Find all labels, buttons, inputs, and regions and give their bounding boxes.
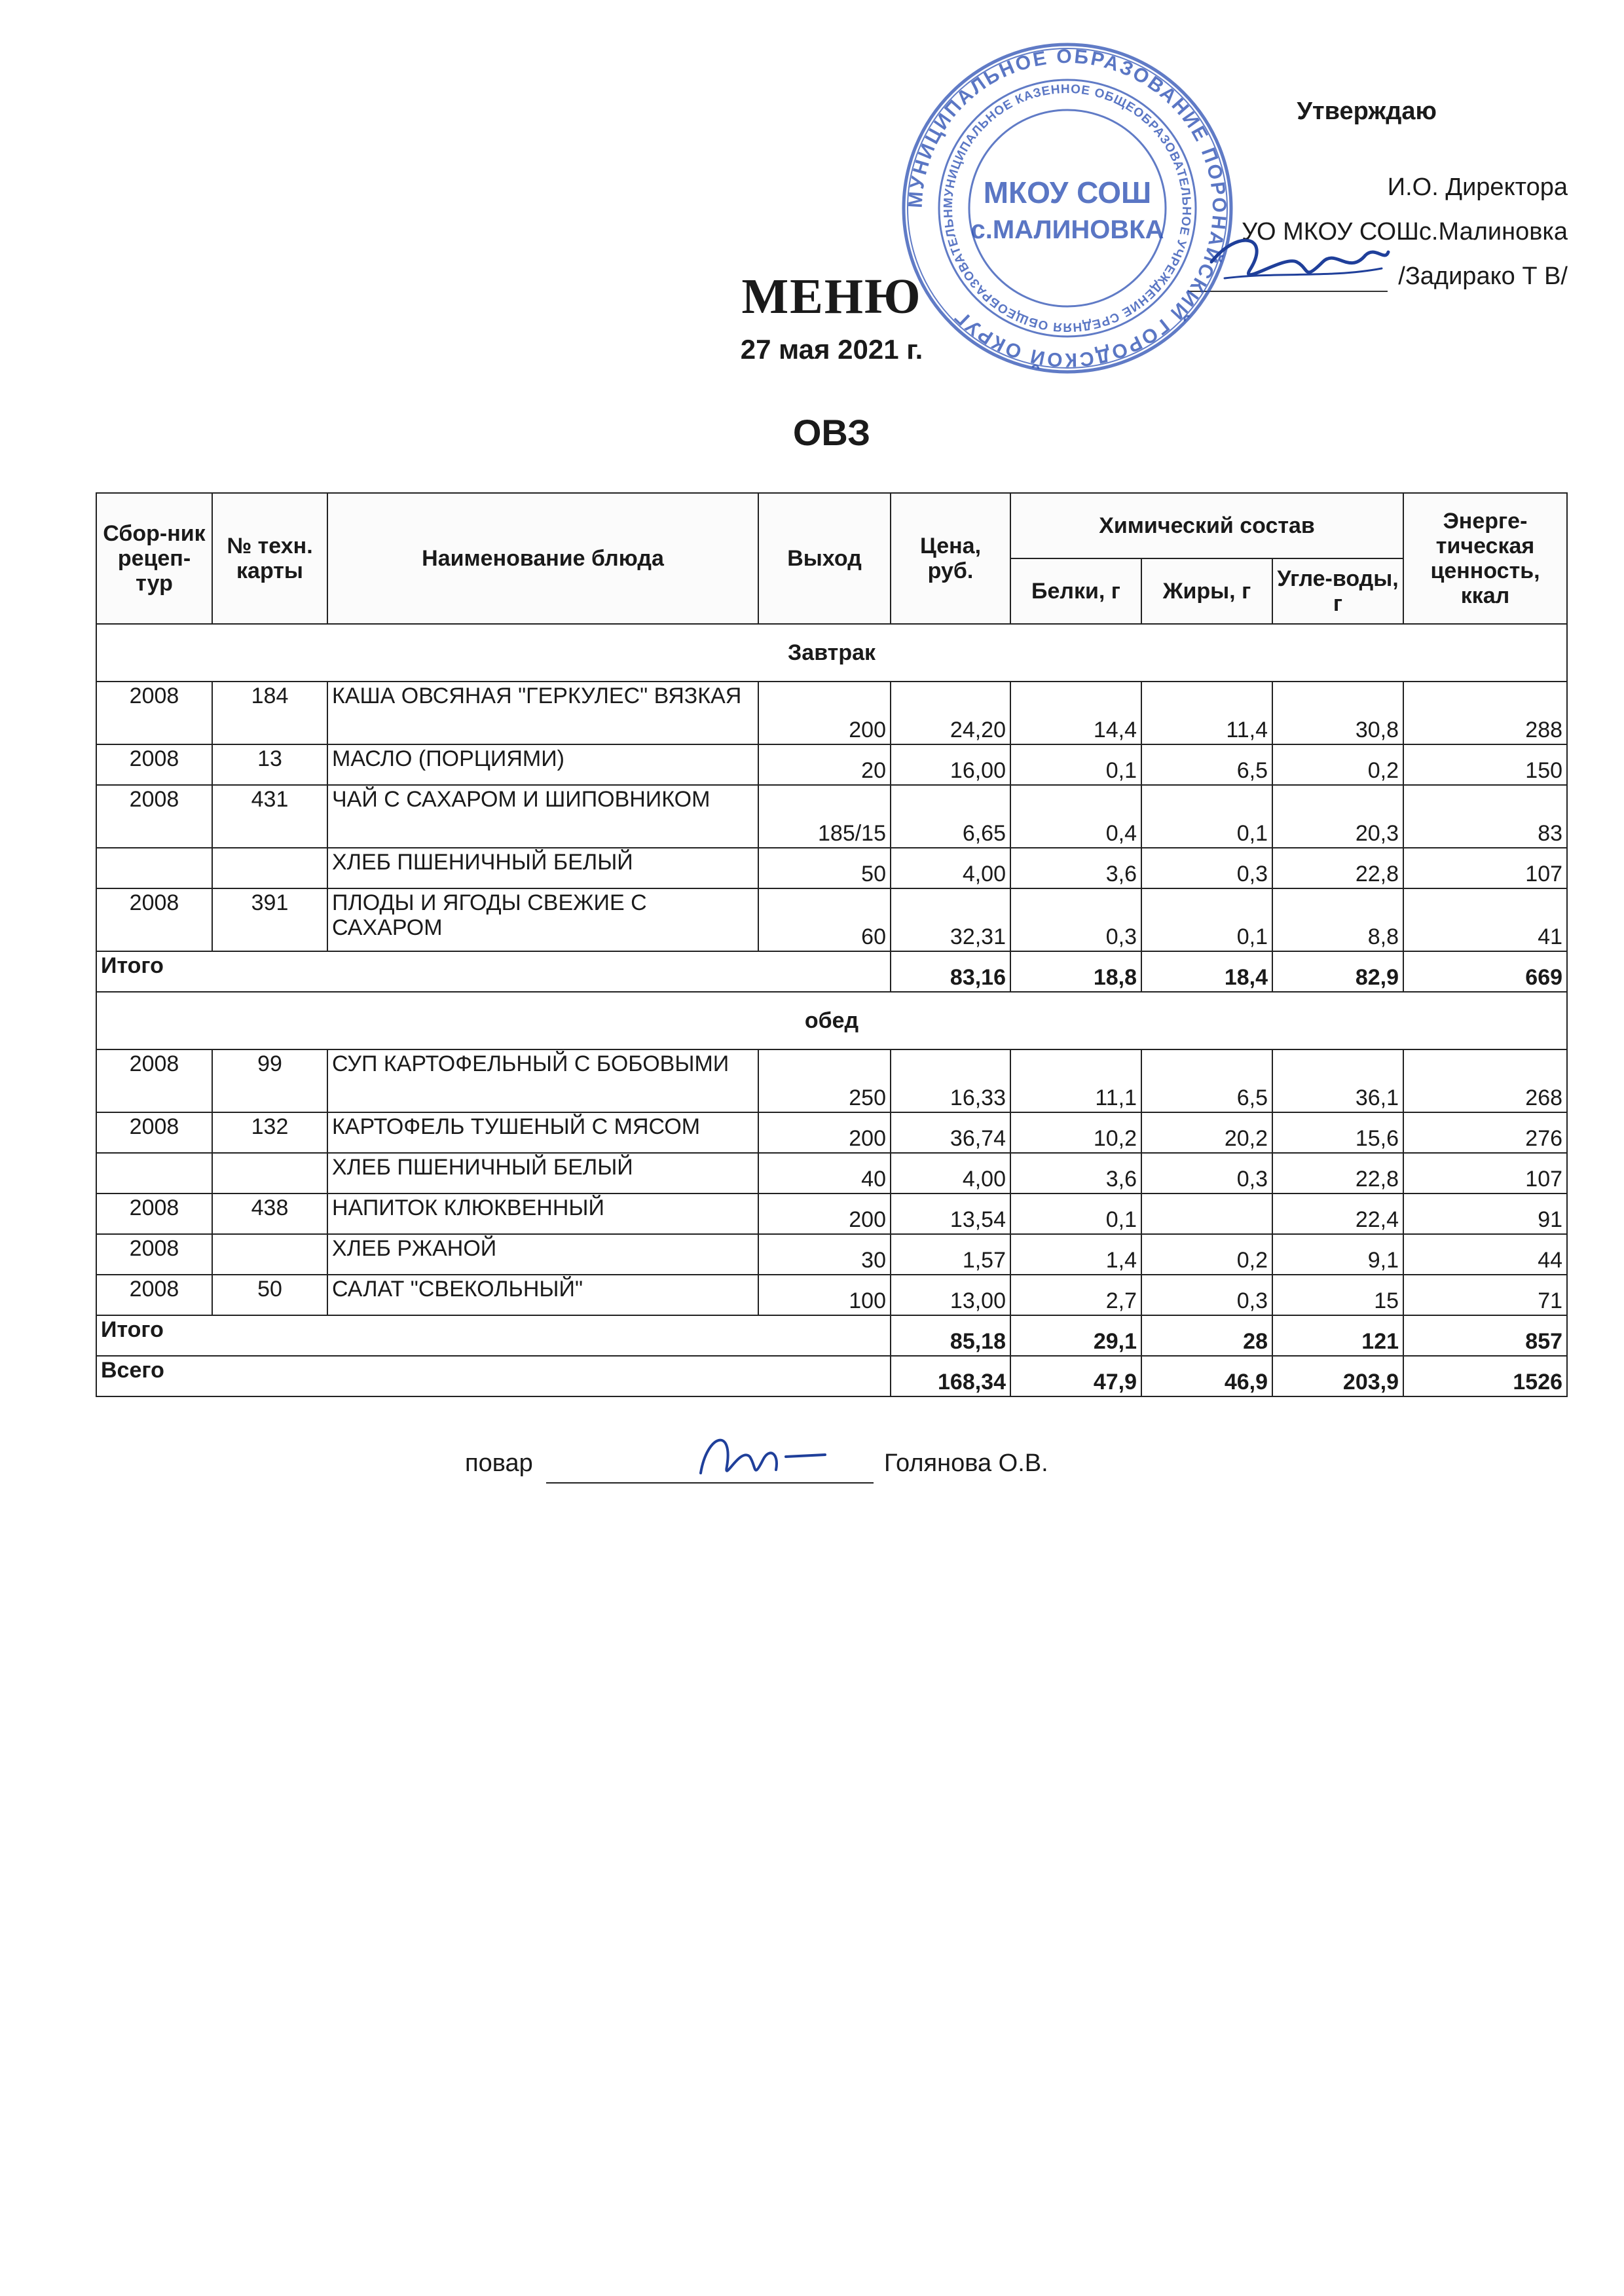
total-energy: 857 bbox=[1403, 1315, 1567, 1356]
header-output: Выход bbox=[758, 493, 891, 624]
header-dish: Наименование блюда bbox=[327, 493, 758, 624]
cell-carbs: 15 bbox=[1272, 1275, 1403, 1315]
cell-card: 99 bbox=[212, 1049, 327, 1112]
cell-card: 391 bbox=[212, 888, 327, 951]
header-collection: Сбор-ник рецеп-тур bbox=[96, 493, 212, 624]
cell-collection: 2008 bbox=[96, 1112, 212, 1153]
cell-output: 100 bbox=[758, 1275, 891, 1315]
stamp-center-line1: МКОУ СОШ bbox=[983, 175, 1152, 210]
cell-energy: 276 bbox=[1403, 1112, 1567, 1153]
table-row bbox=[96, 1049, 1567, 1112]
approval-name: /Задирако Т В/ bbox=[1149, 254, 1568, 299]
cell-card bbox=[212, 848, 327, 888]
cell-carbs: 36,1 bbox=[1272, 1049, 1403, 1112]
cell-energy: 107 bbox=[1403, 1153, 1567, 1194]
cell-carbs: 22,8 bbox=[1272, 848, 1403, 888]
cell-protein: 14,4 bbox=[1010, 682, 1141, 744]
cell-output: 20 bbox=[758, 744, 891, 785]
cell-collection: 2008 bbox=[96, 1234, 212, 1275]
cell-dish: МАСЛО (ПОРЦИЯМИ) bbox=[327, 744, 758, 785]
cell-carbs: 0,2 bbox=[1272, 744, 1403, 785]
cell-protein: 0,1 bbox=[1010, 744, 1141, 785]
grand-total-label: Всего bbox=[96, 1356, 891, 1396]
total-price: 85,18 bbox=[891, 1315, 1010, 1356]
cell-fat bbox=[1141, 1194, 1272, 1234]
cell-card bbox=[212, 1234, 327, 1275]
cell-price: 16,00 bbox=[891, 744, 1010, 785]
approval-title: Утверждаю bbox=[1297, 98, 1437, 125]
header-carbs: Угле-воды, г bbox=[1272, 558, 1403, 624]
cell-carbs: 30,8 bbox=[1272, 682, 1403, 744]
document-date: 27 мая 2021 г. bbox=[740, 334, 923, 365]
total-protein: 29,1 bbox=[1010, 1315, 1141, 1356]
table-row bbox=[96, 1275, 1567, 1315]
cell-dish: ПЛОДЫ И ЯГОДЫ СВЕЖИЕ С САХАРОМ bbox=[327, 888, 758, 951]
cell-output: 200 bbox=[758, 1194, 891, 1234]
cell-energy: 71 bbox=[1403, 1275, 1567, 1315]
table-row bbox=[96, 744, 1567, 785]
total-fat: 28 bbox=[1141, 1315, 1272, 1356]
section-title-breakfast: Завтрак bbox=[96, 624, 1567, 682]
header-fat: Жиры, г bbox=[1141, 558, 1272, 624]
cell-energy: 150 bbox=[1403, 744, 1567, 785]
table-row bbox=[96, 1112, 1567, 1153]
cell-fat: 6,5 bbox=[1141, 744, 1272, 785]
cell-card: 50 bbox=[212, 1275, 327, 1315]
director-signature-icon bbox=[1198, 216, 1395, 308]
cell-card: 132 bbox=[212, 1112, 327, 1153]
grand-total-protein: 47,9 bbox=[1010, 1356, 1141, 1396]
total-protein: 18,8 bbox=[1010, 951, 1141, 992]
cell-carbs: 9,1 bbox=[1272, 1234, 1403, 1275]
cell-protein: 3,6 bbox=[1010, 1153, 1141, 1194]
cell-protein: 11,1 bbox=[1010, 1049, 1141, 1112]
total-price: 83,16 bbox=[891, 951, 1010, 992]
cell-collection: 2008 bbox=[96, 1049, 212, 1112]
header-chem: Химический состав bbox=[1010, 493, 1403, 558]
cell-fat: 0,3 bbox=[1141, 1275, 1272, 1315]
cell-energy: 41 bbox=[1403, 888, 1567, 951]
total-label: Итого bbox=[96, 1315, 891, 1356]
cell-price: 1,57 bbox=[891, 1234, 1010, 1275]
cell-output: 30 bbox=[758, 1234, 891, 1275]
cell-collection: 2008 bbox=[96, 888, 212, 951]
table-row bbox=[96, 1234, 1567, 1275]
cell-card: 431 bbox=[212, 785, 327, 848]
cell-price: 36,74 bbox=[891, 1112, 1010, 1153]
cell-protein: 10,2 bbox=[1010, 1112, 1141, 1153]
cell-price: 4,00 bbox=[891, 848, 1010, 888]
cell-price: 13,54 bbox=[891, 1194, 1010, 1234]
cell-price: 32,31 bbox=[891, 888, 1010, 951]
stamp-center-line2: с.МАЛИНОВКА bbox=[970, 215, 1164, 244]
cell-output: 250 bbox=[758, 1049, 891, 1112]
cell-card bbox=[212, 1153, 327, 1194]
cell-output: 200 bbox=[758, 1112, 891, 1153]
cell-energy: 268 bbox=[1403, 1049, 1567, 1112]
cell-energy: 83 bbox=[1403, 785, 1567, 848]
document-title: МЕНЮ bbox=[741, 269, 922, 324]
cook-signature-icon bbox=[688, 1421, 838, 1493]
cell-carbs: 20,3 bbox=[1272, 785, 1403, 848]
cell-protein: 3,6 bbox=[1010, 848, 1141, 888]
cell-fat: 0,3 bbox=[1141, 848, 1272, 888]
cell-fat: 0,3 bbox=[1141, 1153, 1272, 1194]
grand-total-energy: 1526 bbox=[1403, 1356, 1567, 1396]
stamp-outer-text: МУНИЦИПАЛЬНОЕ ОБРАЗОВАНИЕ ПОРОНАЙСКИЙ ГОРОДСКОЙ ОКРУГ bbox=[904, 45, 1230, 371]
cell-dish: НАПИТОК КЛЮКВЕННЫЙ bbox=[327, 1194, 758, 1234]
table-row bbox=[96, 848, 1567, 888]
cell-protein: 2,7 bbox=[1010, 1275, 1141, 1315]
cell-dish: ХЛЕБ ПШЕНИЧНЫЙ БЕЛЫЙ bbox=[327, 848, 758, 888]
cell-dish: КАРТОФЕЛЬ ТУШЕНЫЙ С МЯСОМ bbox=[327, 1112, 758, 1153]
cell-fat: 0,1 bbox=[1141, 888, 1272, 951]
approval-role: И.О. Директора bbox=[1387, 173, 1568, 201]
cell-energy: 288 bbox=[1403, 682, 1567, 744]
cell-collection: 2008 bbox=[96, 744, 212, 785]
cell-dish: КАША ОВСЯНАЯ "ГЕРКУЛЕС" ВЯЗКАЯ bbox=[327, 682, 758, 744]
section-row bbox=[96, 992, 1567, 1049]
cell-card: 184 bbox=[212, 682, 327, 744]
header-price: Цена, руб. bbox=[891, 493, 1010, 624]
total-label: Итого bbox=[96, 951, 891, 992]
section-row bbox=[96, 624, 1567, 682]
grand-total-row bbox=[96, 1356, 1567, 1396]
cell-output: 50 bbox=[758, 848, 891, 888]
table-row bbox=[96, 888, 1567, 951]
total-row bbox=[96, 1315, 1567, 1356]
cell-dish: ХЛЕБ РЖАНОЙ bbox=[327, 1234, 758, 1275]
cook-label: повар bbox=[465, 1449, 533, 1477]
cell-fat: 6,5 bbox=[1141, 1049, 1272, 1112]
cell-protein: 0,4 bbox=[1010, 785, 1141, 848]
stamp-seal-icon bbox=[897, 38, 1238, 378]
cook-name: Голянова О.В. bbox=[884, 1449, 1048, 1477]
cell-output: 40 bbox=[758, 1153, 891, 1194]
header-energy: Энерге-тическая ценность, ккал bbox=[1403, 493, 1567, 624]
cell-collection bbox=[96, 1153, 212, 1194]
header-card: № техн. карты bbox=[212, 493, 327, 624]
cell-collection bbox=[96, 848, 212, 888]
table-row bbox=[96, 785, 1567, 848]
cell-energy: 91 bbox=[1403, 1194, 1567, 1234]
cell-carbs: 22,8 bbox=[1272, 1153, 1403, 1194]
table-row bbox=[96, 1194, 1567, 1234]
cell-collection: 2008 bbox=[96, 1194, 212, 1234]
cell-dish: САЛАТ "СВЕКОЛЬНЫЙ" bbox=[327, 1275, 758, 1315]
cell-fat: 0,1 bbox=[1141, 785, 1272, 848]
cell-energy: 44 bbox=[1403, 1234, 1567, 1275]
total-carbs: 82,9 bbox=[1272, 951, 1403, 992]
cell-collection: 2008 bbox=[96, 1275, 212, 1315]
cell-protein: 1,4 bbox=[1010, 1234, 1141, 1275]
cell-output: 185/15 bbox=[758, 785, 891, 848]
cell-protein: 0,3 bbox=[1010, 888, 1141, 951]
total-carbs: 121 bbox=[1272, 1315, 1403, 1356]
cell-fat: 11,4 bbox=[1141, 682, 1272, 744]
total-row bbox=[96, 951, 1567, 992]
cell-fat: 20,2 bbox=[1141, 1112, 1272, 1153]
grand-total-price: 168,34 bbox=[891, 1356, 1010, 1396]
cell-card: 13 bbox=[212, 744, 327, 785]
stamp-inner-text: МУНИЦИПАЛЬНОЕ КАЗЕННОЕ ОБЩЕОБРАЗОВАТЕЛЬНОЕ УЧРЕЖДЕНИЕ СРЕДНЯЯ ОБЩЕОБРАЗОВАТЕЛЬН bbox=[941, 82, 1194, 335]
cell-carbs: 15,6 bbox=[1272, 1112, 1403, 1153]
section-title-lunch: обед bbox=[96, 992, 1567, 1049]
table-row bbox=[96, 682, 1567, 744]
menu-table bbox=[96, 492, 1568, 1397]
table-row bbox=[96, 1153, 1567, 1194]
cell-price: 13,00 bbox=[891, 1275, 1010, 1315]
cook-signature-block bbox=[465, 1440, 1251, 1493]
total-fat: 18,4 bbox=[1141, 951, 1272, 992]
cell-carbs: 22,4 bbox=[1272, 1194, 1403, 1234]
cell-output: 60 bbox=[758, 888, 891, 951]
header-protein: Белки, г bbox=[1010, 558, 1141, 624]
cell-price: 4,00 bbox=[891, 1153, 1010, 1194]
cell-dish: ЧАЙ С САХАРОМ И ШИПОВНИКОМ bbox=[327, 785, 758, 848]
document-category: ОВЗ bbox=[792, 412, 871, 453]
cell-price: 6,65 bbox=[891, 785, 1010, 848]
cell-dish: СУП КАРТОФЕЛЬНЫЙ С БОБОВЫМИ bbox=[327, 1049, 758, 1112]
cell-carbs: 8,8 bbox=[1272, 888, 1403, 951]
cell-output: 200 bbox=[758, 682, 891, 744]
cell-collection: 2008 bbox=[96, 785, 212, 848]
grand-total-carbs: 203,9 bbox=[1272, 1356, 1403, 1396]
cell-price: 24,20 bbox=[891, 682, 1010, 744]
cell-collection: 2008 bbox=[96, 682, 212, 744]
cell-dish: ХЛЕБ ПШЕНИЧНЫЙ БЕЛЫЙ bbox=[327, 1153, 758, 1194]
cell-card: 438 bbox=[212, 1194, 327, 1234]
cell-protein: 0,1 bbox=[1010, 1194, 1141, 1234]
grand-total-fat: 46,9 bbox=[1141, 1356, 1272, 1396]
approval-org: УО МКОУ СОШс.Малиновка bbox=[1242, 218, 1568, 246]
cell-energy: 107 bbox=[1403, 848, 1567, 888]
total-energy: 669 bbox=[1403, 951, 1567, 992]
official-stamp bbox=[897, 38, 1238, 378]
cell-price: 16,33 bbox=[891, 1049, 1010, 1112]
cell-fat: 0,2 bbox=[1141, 1234, 1272, 1275]
